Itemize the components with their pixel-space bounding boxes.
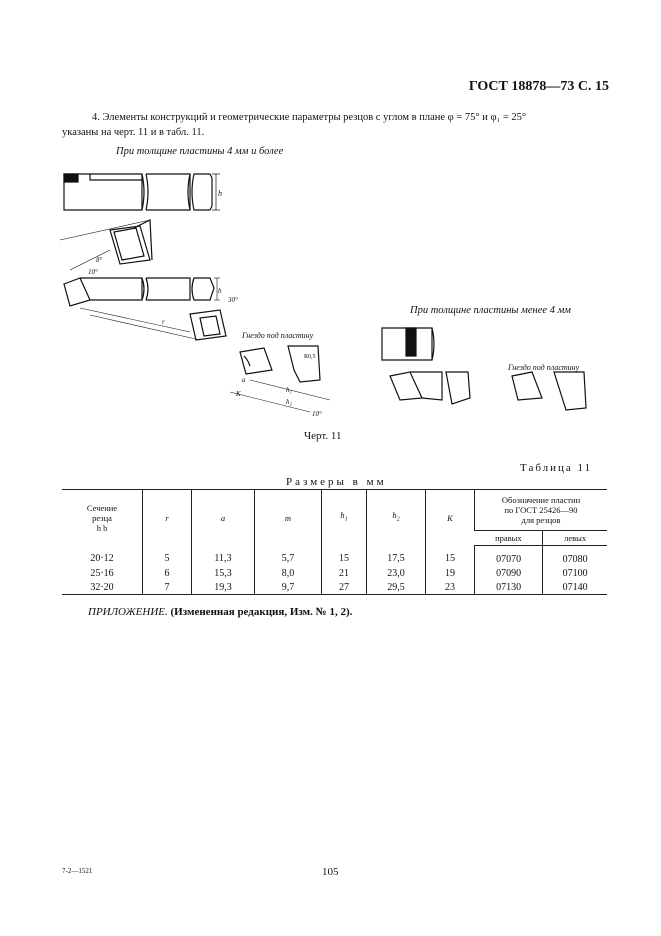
svg-text:R0,5: R0,5 [304, 354, 316, 360]
svg-text:10°: 10° [312, 410, 322, 418]
svg-text:h: h [218, 189, 222, 198]
table-dimensions-note: Размеры в мм [286, 476, 387, 488]
paragraph-line-2: указаны на черт. 11 и в табл. 11. [62, 127, 205, 138]
table-label: Таблица 11 [520, 462, 593, 474]
appendix-note [88, 606, 352, 618]
thin-plate-views [382, 328, 586, 410]
appendix-italic: ПРИЛОЖЕНИЕ. [88, 606, 168, 618]
table-row: 20·12 5 11,3 5,7 15 17,5 15 07070 07080 [62, 546, 607, 567]
cutter-plan-view [60, 220, 152, 276]
footer-code: 7-2—1521 [62, 867, 93, 875]
caption-thick-plate: При толщине пластины 4 мм и более [116, 146, 284, 157]
header-h2: $h_2$ [367, 490, 426, 546]
caption-thin-plate: При толщине пластины менее 4 мм [410, 305, 571, 316]
header-m: m [255, 490, 322, 546]
cutter-side-view [64, 174, 222, 210]
figure-label: Черт. 11 [304, 430, 342, 442]
svg-text:h₂: h₂ [286, 398, 292, 406]
svg-text:Гнездо под пластину: Гнездо под пластину [242, 331, 314, 340]
dimensions-table [62, 489, 607, 595]
header-section: Сечение резца h b [62, 490, 143, 546]
header-left: левых [543, 531, 607, 546]
technical-drawing [50, 160, 610, 430]
appendix-bold: (Измененная редакция, Изм. № 1, 2). [170, 606, 353, 618]
cutter-main-view [64, 278, 238, 340]
svg-text:h₁: h₁ [286, 386, 292, 394]
svg-text:8°: 8° [96, 256, 103, 264]
page-header: ГОСТ 18878—73 С. 15 [468, 79, 609, 94]
header-h1: $h_1$ [322, 490, 367, 546]
paragraph-line-1: 4. Элементы конструкций и геометрические параметры резцов с углом в плане φ = 75° и φ₁ = 25° [92, 112, 527, 123]
table-row: 32·20 7 19,3 9,7 27 29,5 23 07130 07140 [62, 580, 607, 595]
svg-text:Гнездо под пластину: Гнездо под пластину [508, 363, 580, 372]
socket-detail [230, 331, 330, 418]
header-k: K [426, 490, 475, 546]
svg-text:b: b [218, 287, 222, 295]
svg-text:10°: 10° [88, 268, 98, 276]
table-row: 25·16 6 15,3 8,0 21 23,0 19 07090 07100 [62, 566, 607, 580]
svg-text:a: a [242, 376, 246, 384]
page-number: 105 [322, 866, 339, 878]
header-a: a [192, 490, 255, 546]
svg-text:30°: 30° [228, 296, 238, 304]
header-plates: Обозначение пластин по ГОСТ 25426—90 для резцов [475, 490, 608, 531]
svg-text:r: r [162, 318, 165, 326]
paragraph [62, 110, 610, 140]
header-right: правых [475, 531, 543, 546]
header-r: r [143, 490, 192, 546]
svg-text:K: K [236, 390, 241, 398]
